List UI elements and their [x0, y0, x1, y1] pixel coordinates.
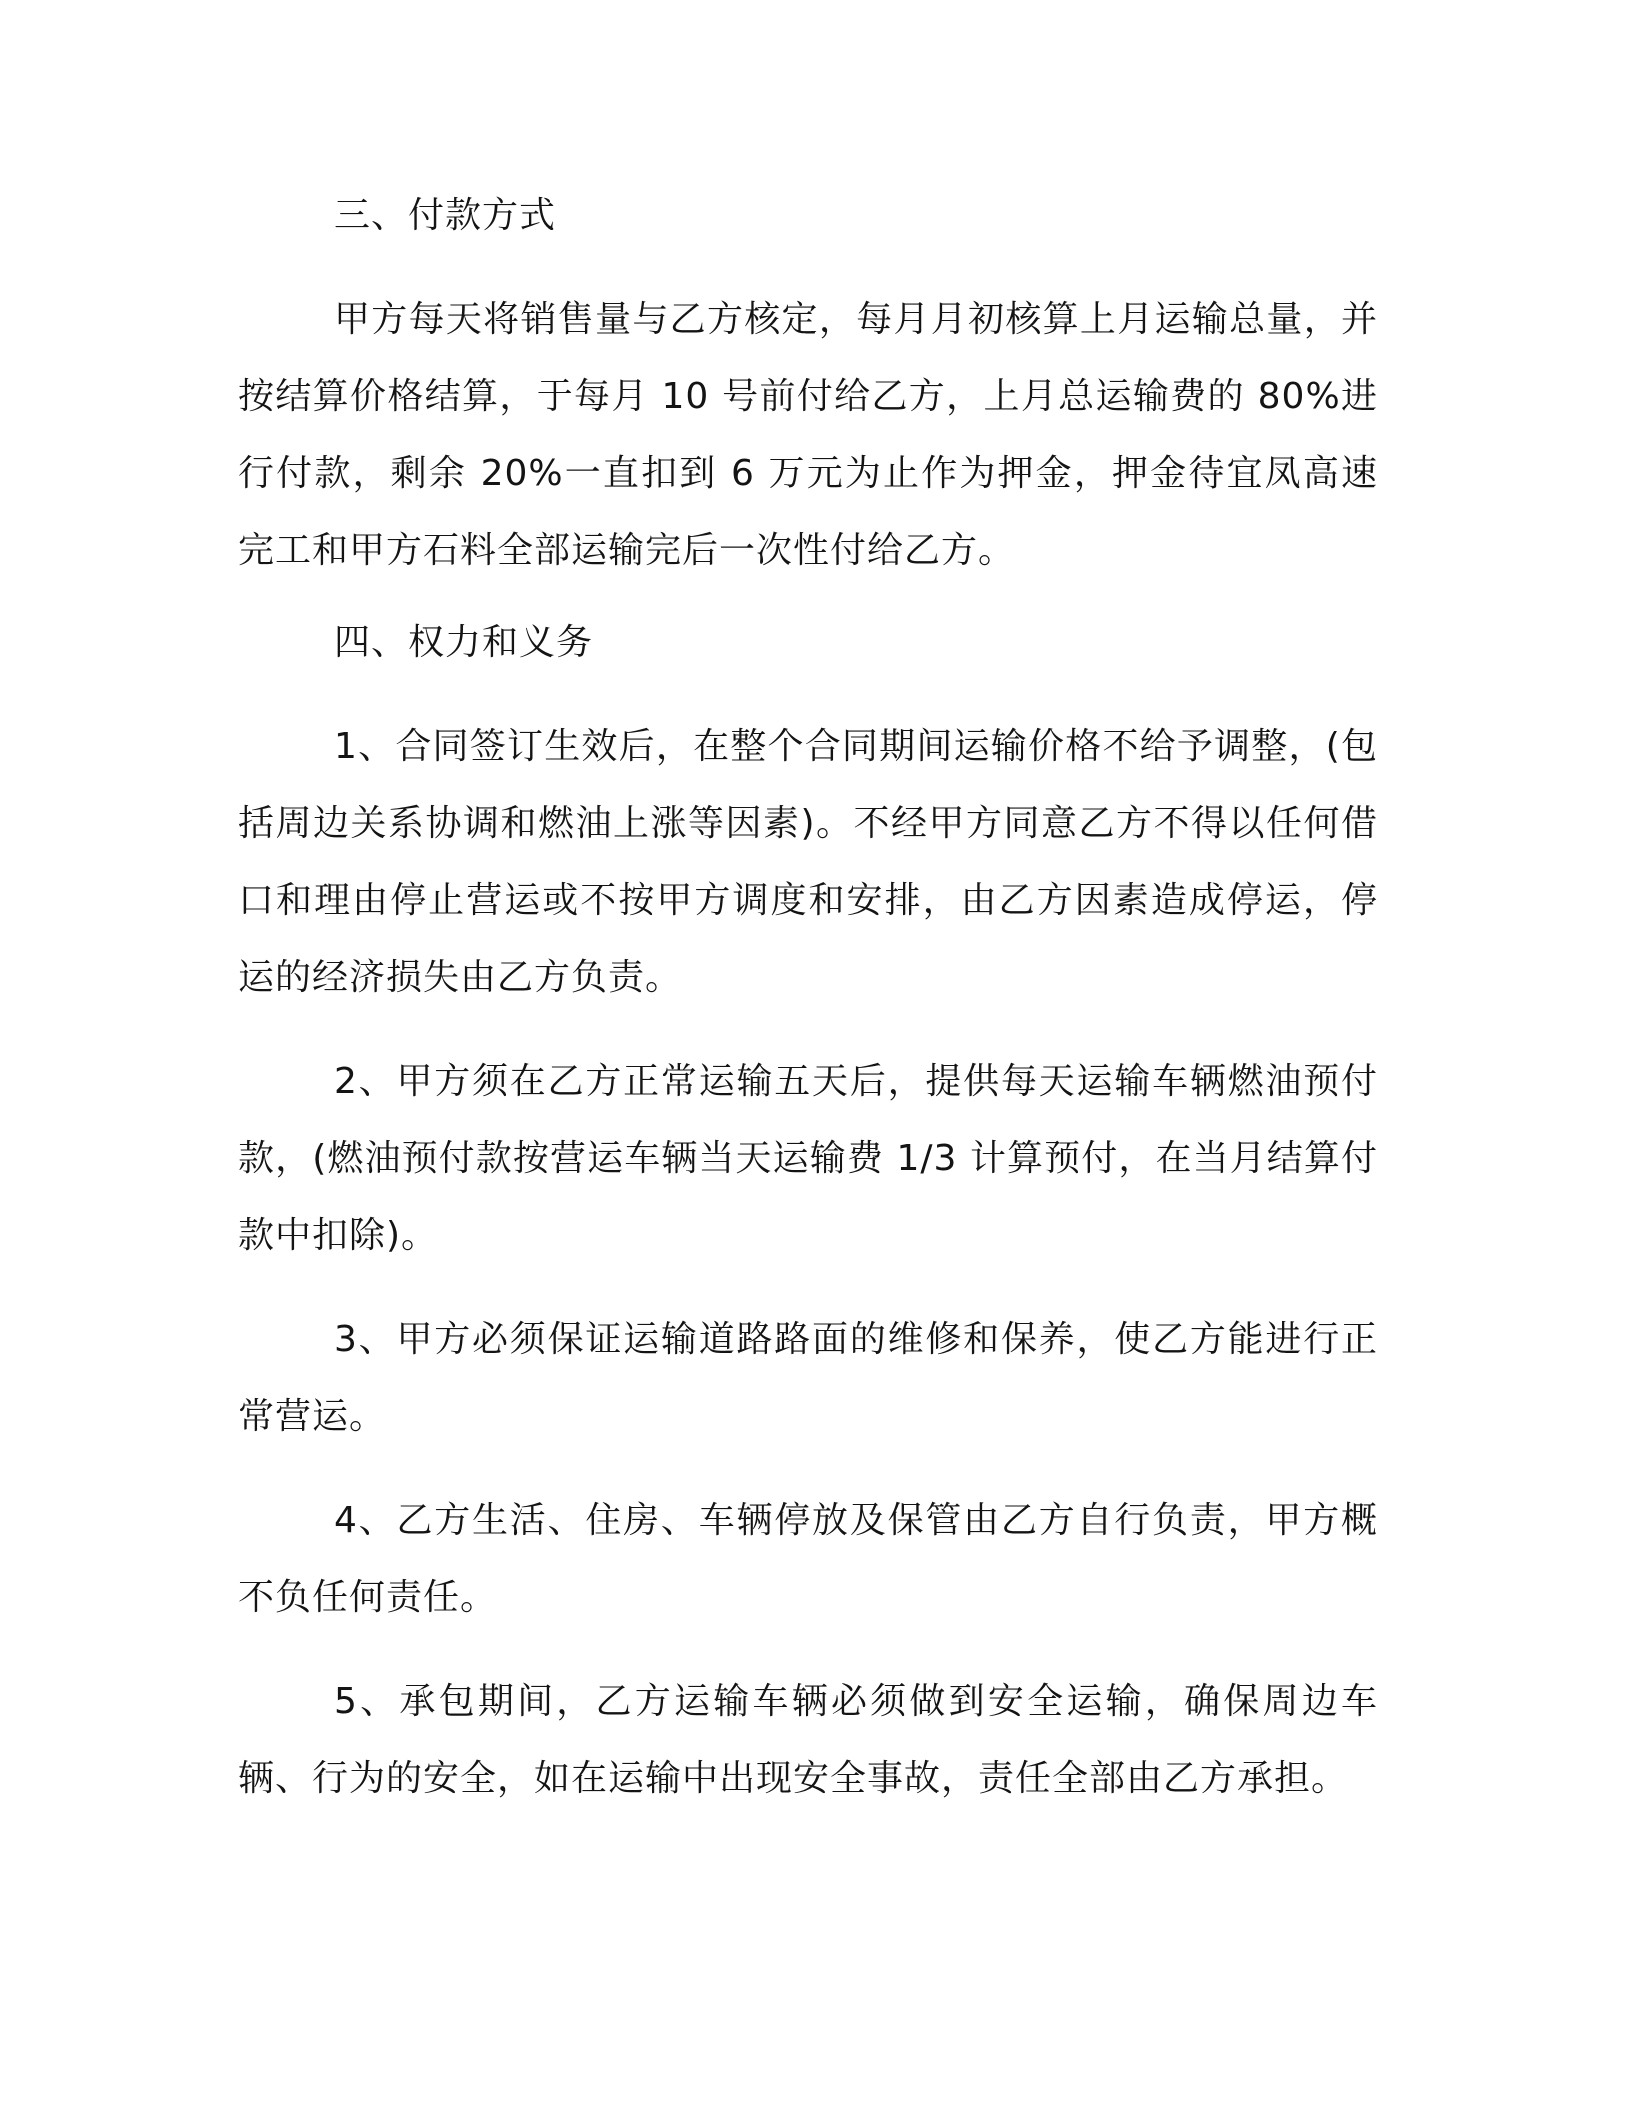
section-heading-payment-method: 三、付款方式 [334, 195, 557, 236]
paragraph-clause-4: 4、乙方生活、住房、车辆停放及保管由乙方自行负责，甲方概不负任何责任。 [238, 1500, 1378, 1618]
paragraph-payment-terms: 甲方每天将销售量与乙方核定，每月月初核算上月运输总量，并按结算价格结算，于每月 10 号前付给乙方，上月总运输费的 80%进行付款，剩余 20%一直扣到 6 万元为止作为押金，押金待宜凤高速完工和甲方石料全部运输完后一次性付给乙方。 [238, 299, 1378, 571]
paragraph-clause-2: 2、甲方须在乙方正常运输五天后，提供每天运输车辆燃油预付款，(燃油预付款按营运车辆当天运输费 1/3 计算预付，在当月结算付款中扣除)。 [238, 1061, 1378, 1256]
paragraph-clause-3: 3、甲方必须保证运输道路路面的维修和保养，使乙方能进行正常营运。 [238, 1319, 1378, 1437]
paragraph-clause-5: 5、承包期间，乙方运输车辆必须做到安全运输，确保周边车辆、行为的安全，如在运输中出现安全事故，责任全部由乙方承担。 [238, 1681, 1378, 1799]
paragraph-clause-1: 1、合同签订生效后，在整个合同期间运输价格不给予调整，(包括周边关系协调和燃油上涨等因素)。不经甲方同意乙方不得以任何借口和理由停止营运或不按甲方调度和安排，由乙方因素造成停运，停运的经济损失由乙方负责。 [238, 726, 1378, 998]
section-heading-rights-obligations: 四、权力和义务 [334, 622, 594, 663]
document-body [238, 196, 1378, 1844]
